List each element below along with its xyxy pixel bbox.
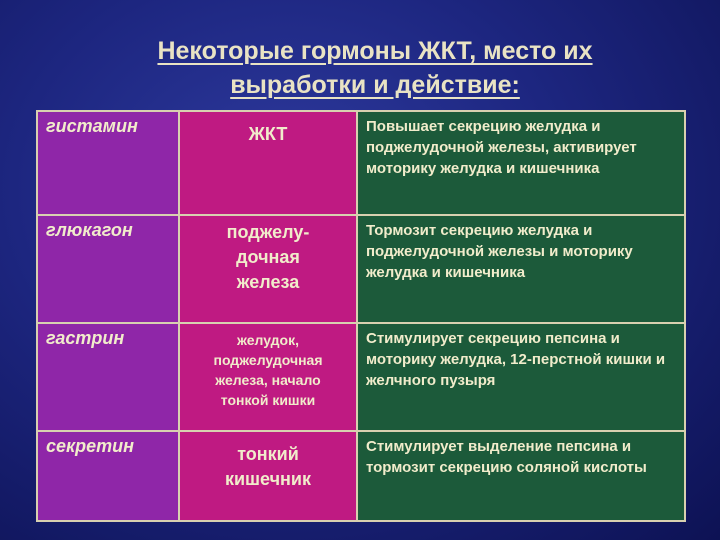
title-line-1: Некоторые гормоны ЖКТ, место их — [157, 37, 593, 65]
page-title — [80, 34, 670, 102]
production-place — [179, 215, 357, 323]
hormone-name: гистамин — [37, 111, 179, 215]
production-place — [179, 431, 357, 521]
production-place-line: тонкой кишки — [220, 392, 316, 408]
table-row — [37, 215, 685, 323]
production-place-line: кишечник — [224, 469, 312, 489]
hormone-name: глюкагон — [37, 215, 179, 323]
table-row — [37, 431, 685, 521]
hormone-action: Тормозит секрецию желудка и поджелудочной железы и моторику желудка и кишечника — [357, 215, 685, 323]
title-line-2: выработки и действие: — [230, 71, 520, 99]
production-place-line: тонкий — [237, 444, 299, 464]
hormone-action: Повышает секрецию желудка и поджелудочной железы, активирует моторику желудка и кишечника — [357, 111, 685, 215]
production-place — [179, 323, 357, 431]
hormone-action: Стимулирует выделение пепсина и тормозит секрецию соляной кислоты — [357, 431, 685, 521]
hormones-table — [36, 110, 686, 522]
production-place-line: железа — [236, 272, 300, 292]
hormone-name: гастрин — [37, 323, 179, 431]
table-row — [37, 111, 685, 215]
production-place-line: железа, начало — [215, 372, 321, 388]
table-row — [37, 323, 685, 431]
production-place-line: дочная — [236, 247, 300, 267]
production-place-line: желудок, — [236, 332, 299, 348]
production-place: ЖКТ — [179, 111, 357, 215]
hormone-action: Стимулирует секрецию пепсина и моторику желудка, 12-перстной кишки и желчного пузыря — [357, 323, 685, 431]
hormone-name: секретин — [37, 431, 179, 521]
production-place-line: поджелудочная — [213, 352, 323, 368]
production-place-line: поджелу- — [226, 222, 310, 242]
